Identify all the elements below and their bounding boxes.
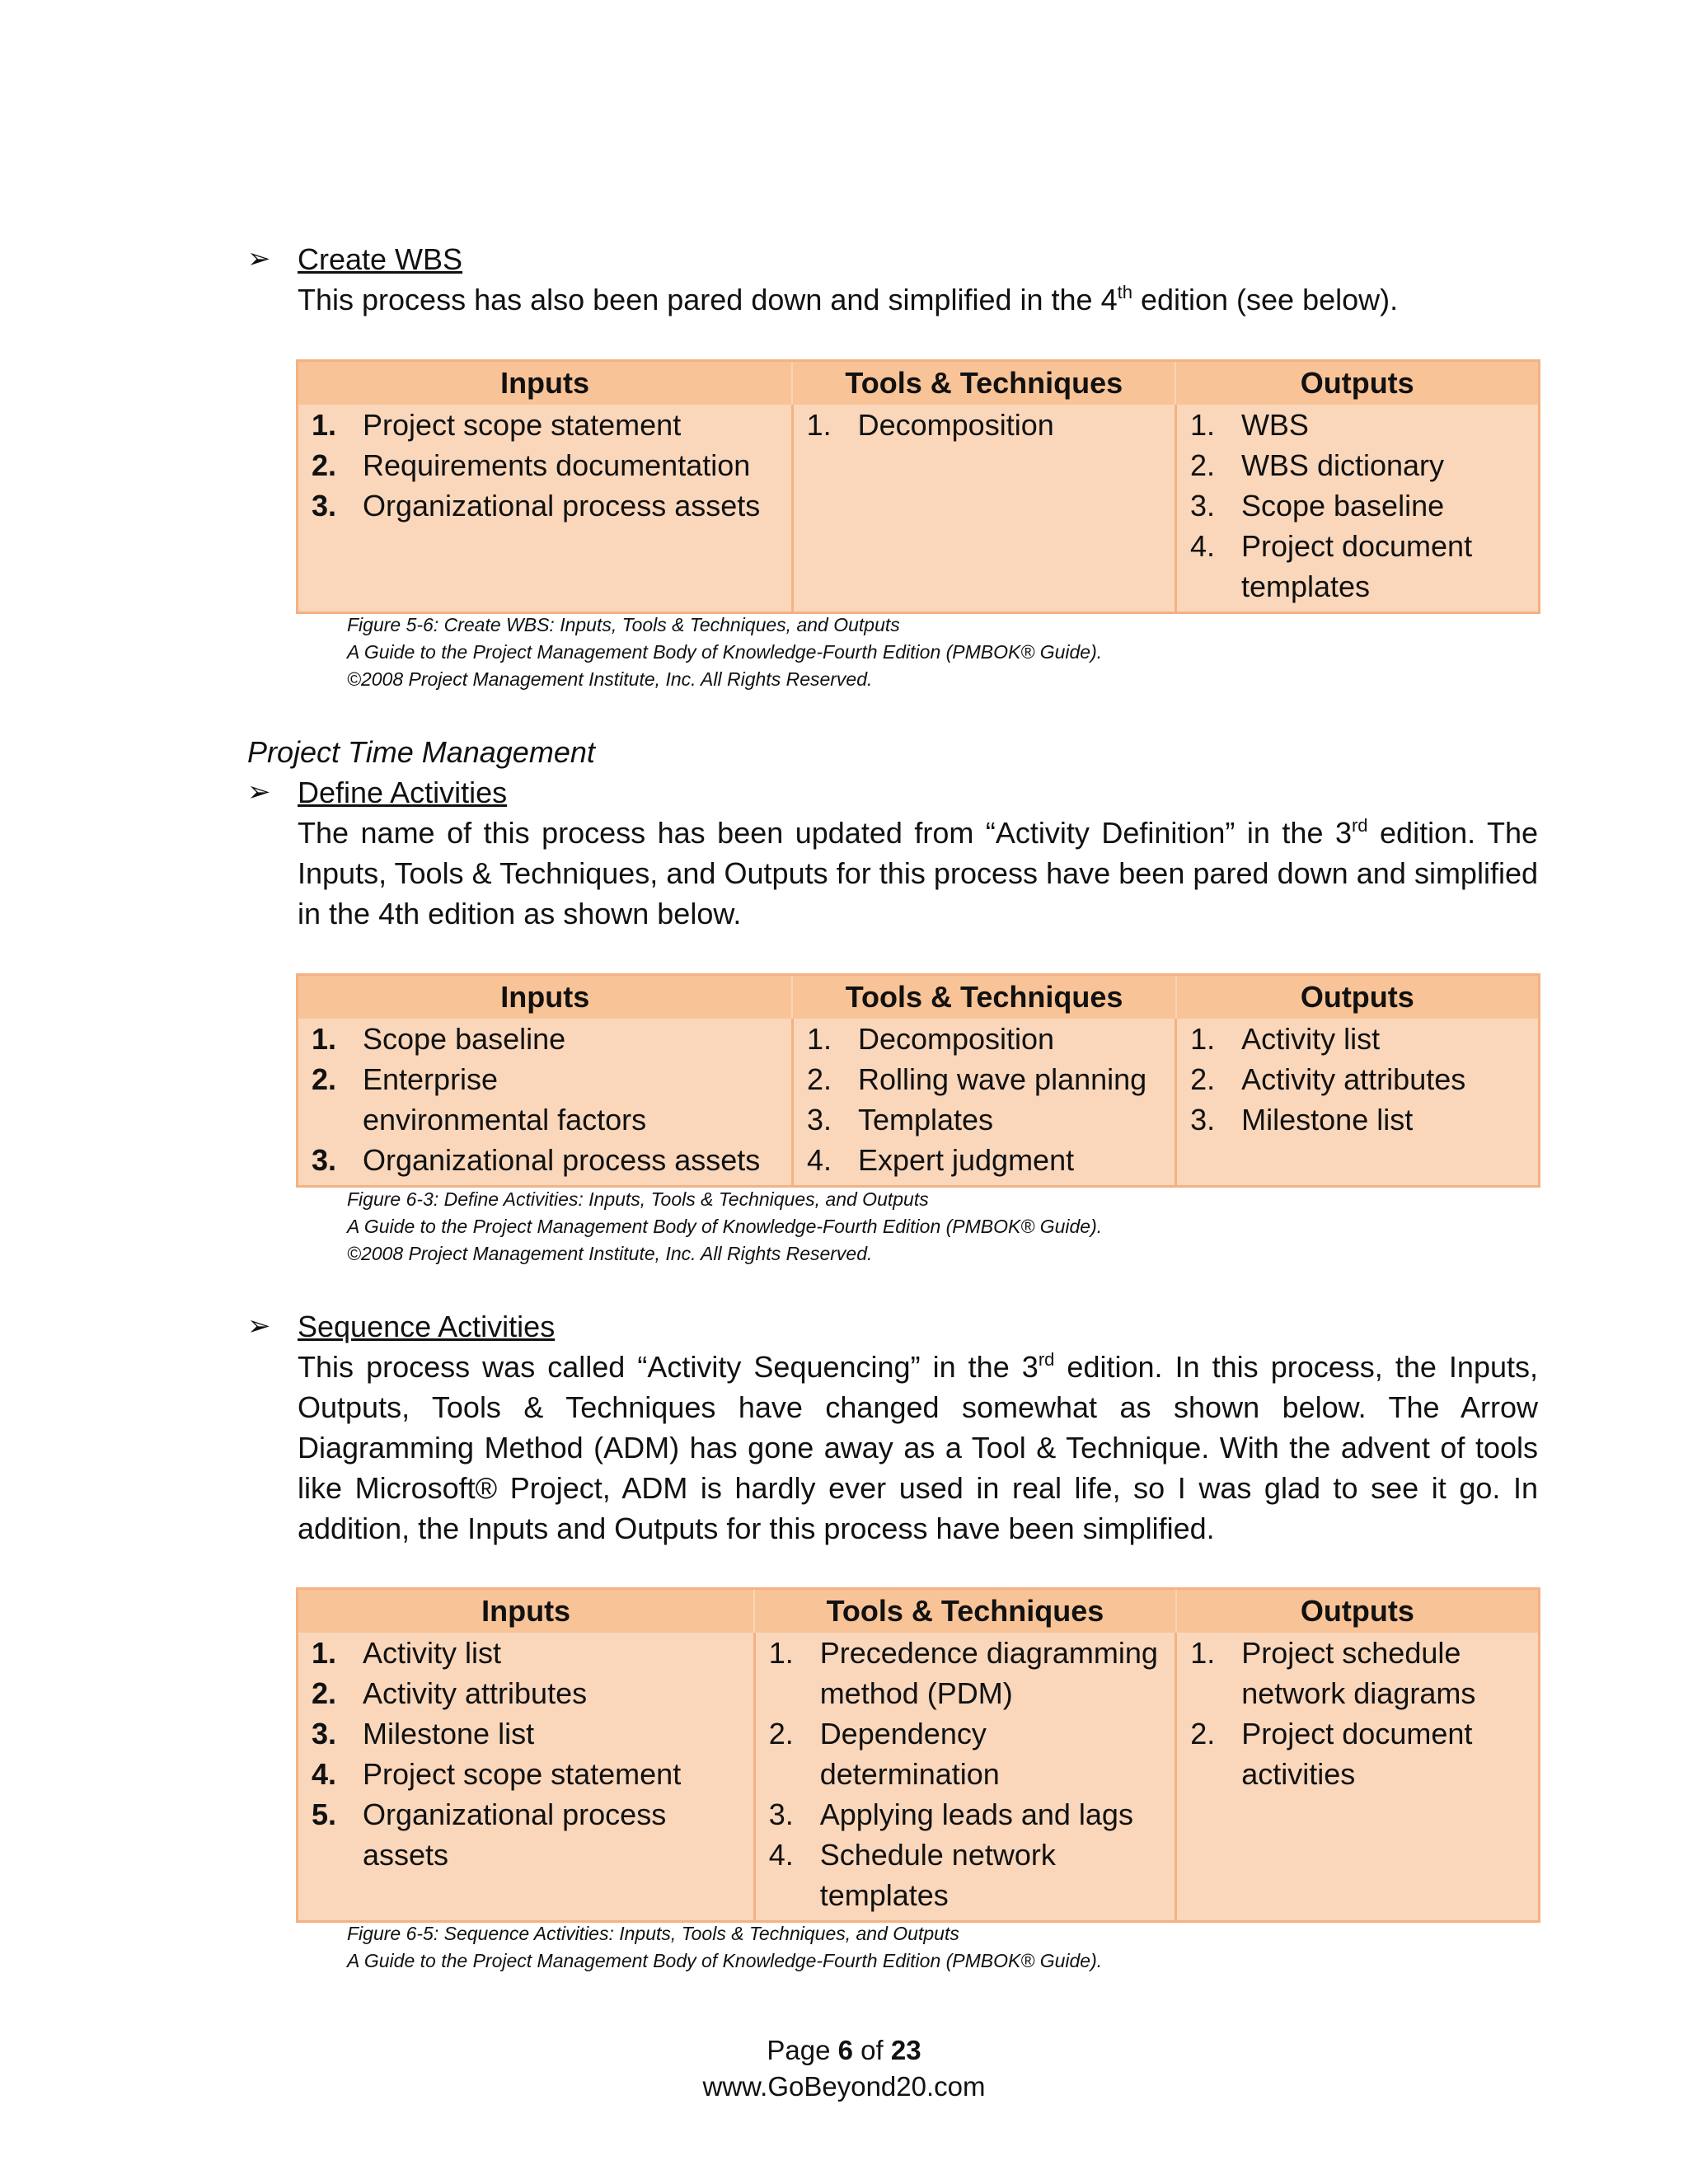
page-number: Page 6 of 23 [767,2035,921,2065]
create-wbs-itto-table [296,359,1540,614]
list-item: 5. Organizational process assets [312,1797,667,1872]
list-item: 1. Scope baseline [312,1022,566,1056]
figure-caption: Figure 6-5: Sequence Activities: Inputs, Tools & Techniques, and Outputs A Guide to the Project Management Body of Knowledge-Fourth Edition (PMBOK® Guide). [347,1923,1103,1971]
list-item: 3. Scope baseline [1189,489,1445,523]
list-item: 1. Precedence diagramming method (PDM) [768,1636,1158,1710]
subsection-title: Project Time Management [247,735,595,769]
list-item: 2. Rolling wave planning [806,1062,1147,1096]
list-item: 2. Enterprise environmental factors [312,1062,647,1137]
column-header-inputs: Inputs [298,975,793,1019]
list-item: 3. Applying leads and lags [768,1797,1133,1831]
column-header-outputs: Outputs [1175,361,1539,405]
outputs-cell [1176,1019,1540,1187]
list-item: 1. Decomposition [806,1022,1055,1056]
section-heading-create-wbs: Create WBS [298,242,463,276]
inputs-cell [298,405,793,613]
list-item: 3. Organizational process assets [312,489,761,523]
outputs-cell [1175,405,1539,613]
tools-cell [754,1633,1176,1922]
column-header-inputs: Inputs [298,361,793,405]
list-item: 3. Templates [806,1103,994,1137]
arrow-bullet-icon: ➢ [247,1310,271,1342]
define-activities-itto-table [296,973,1540,1188]
section-heading-define-activities: Define Activities [298,776,508,809]
section-intro-define-activities: The name of this process has been updated from “Activity Definition” in the 3rd edition. The Inputs, Tools & Techniques, and Outputs for this process have been pared down and simplified in the 4th edition as shown below. [298,815,1538,930]
inputs-cell [298,1019,793,1187]
list-item: 3. Organizational process assets [312,1143,761,1177]
list-item: 2. Dependency determination [768,1717,1000,1791]
column-header-tools: Tools & Techniques [792,975,1175,1019]
column-header-tools: Tools & Techniques [792,361,1175,405]
figure-caption: Figure 5-6: Create WBS: Inputs, Tools & Techniques, and Outputs A Guide to the Project Management Body of Knowledge-Fourth Edition (PMBOK® Guide). ©2008 Project Management Institute, Inc. All Rights Reserved. [347,614,1103,690]
list-item: 1. Decomposition [806,408,1054,442]
tools-cell [792,1019,1175,1187]
inputs-cell [298,1633,755,1922]
list-item: 3. Milestone list [312,1717,535,1750]
list-item: 4. Project scope statement [312,1757,682,1791]
column-header-tools: Tools & Techniques [754,1589,1176,1633]
footer-url: www.GoBeyond20.com [702,2071,986,2102]
outputs-cell [1176,1633,1540,1922]
list-item: 4. Schedule network templates [768,1838,1056,1912]
list-item: 2. Project document activities [1190,1717,1473,1791]
arrow-bullet-icon: ➢ [247,776,271,808]
column-header-outputs: Outputs [1176,1589,1540,1633]
section-intro-create-wbs: This process has also been pared down and simplified in the 4th edition (see below). [298,282,1399,316]
arrow-bullet-icon: ➢ [247,243,271,274]
list-item: 1. Project scope statement [312,408,682,442]
list-item: 4. Project document templates [1189,529,1473,603]
list-item: 2. Activity attributes [312,1676,588,1710]
list-item: 1. WBS [1189,408,1309,442]
tools-cell [792,405,1175,613]
list-item: 2. WBS dictionary [1189,448,1445,482]
column-header-outputs: Outputs [1176,975,1540,1019]
list-item: 1. Activity list [1190,1022,1381,1056]
figure-caption: Figure 6-3: Define Activities: Inputs, Tools & Techniques, and Outputs A Guide to the Project Management Body of Knowledge-Fourth Edition (PMBOK® Guide). ©2008 Project Management Institute, Inc. All Rights Reserved. [347,1188,1103,1264]
list-item: 2. Requirements documentation [312,448,751,482]
section-intro-sequence-activities: This process was called “Activity Sequencing” in the 3rd edition. In this process, the Inputs, Outputs, Tools & Techniques have changed somewhat as shown below. The Arrow Diagramming Method (ADM) has gone away as a Tool & Technique. With the advent of tools like Microsoft® Project, ADM is hardly ever used in real life, so I was glad to see it go. In addition, the Inputs and Outputs for this process have been simplified. [298,1349,1538,1545]
list-item: 1. Activity list [312,1636,502,1670]
list-item: 1. Project schedule network diagrams [1190,1636,1476,1710]
list-item: 2. Activity attributes [1190,1062,1466,1096]
sequence-activities-itto-table [296,1587,1540,1923]
list-item: 4. Expert judgment [806,1143,1075,1177]
list-item: 3. Milestone list [1190,1103,1414,1137]
section-heading-sequence-activities: Sequence Activities [298,1310,556,1343]
column-header-inputs: Inputs [298,1589,755,1633]
